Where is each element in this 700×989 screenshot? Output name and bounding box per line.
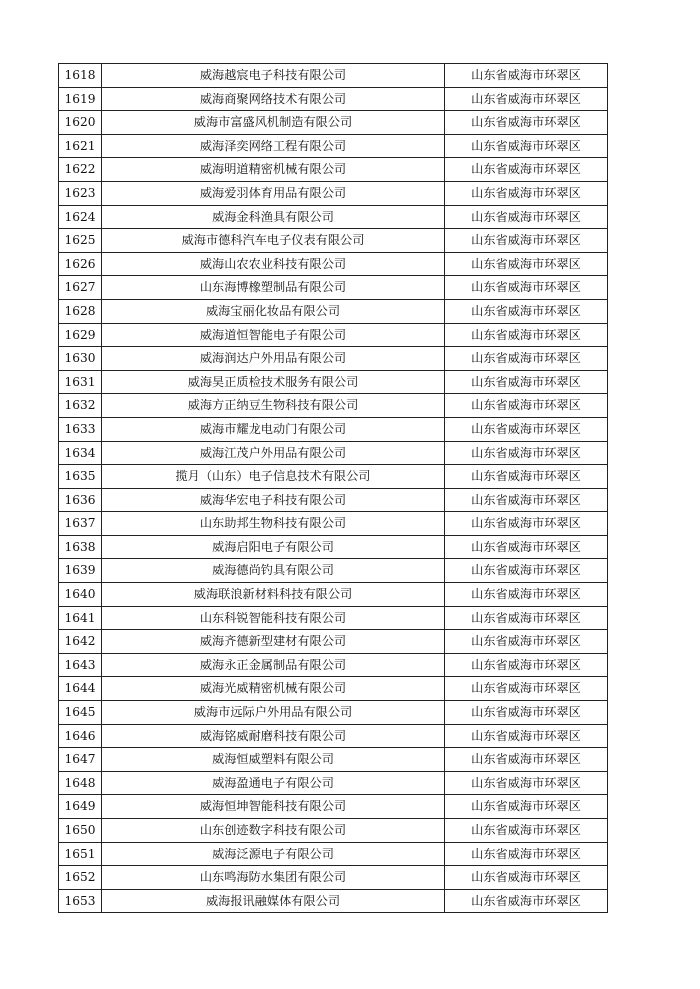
- company-region: 山东省威海市环翠区: [445, 417, 608, 441]
- company-region: 山东省威海市环翠区: [445, 276, 608, 300]
- company-name: 威海市德科汽车电子仪表有限公司: [102, 229, 445, 253]
- table-row: [59, 819, 608, 843]
- company-region: 山东省威海市环翠区: [445, 181, 608, 205]
- row-number: 1637: [59, 512, 102, 536]
- row-number: 1619: [59, 87, 102, 111]
- table-row: [59, 394, 608, 418]
- company-region: 山东省威海市环翠区: [445, 299, 608, 323]
- company-name: 威海明道精密机械有限公司: [102, 158, 445, 182]
- company-region: 山东省威海市环翠区: [445, 64, 608, 88]
- row-number: 1623: [59, 181, 102, 205]
- row-number: 1627: [59, 276, 102, 300]
- company-region: 山东省威海市环翠区: [445, 347, 608, 371]
- company-region: 山东省威海市环翠区: [445, 205, 608, 229]
- table-row: [59, 252, 608, 276]
- company-name: 威海铭威耐磨科技有限公司: [102, 724, 445, 748]
- table-row: [59, 134, 608, 158]
- table-row: [59, 323, 608, 347]
- table-row: [59, 701, 608, 725]
- row-number: 1646: [59, 724, 102, 748]
- table-row: [59, 653, 608, 677]
- table-row: [59, 748, 608, 772]
- row-number: 1625: [59, 229, 102, 253]
- company-region: 山东省威海市环翠区: [445, 559, 608, 583]
- table-row: [59, 229, 608, 253]
- row-number: 1644: [59, 677, 102, 701]
- table-row: [59, 87, 608, 111]
- company-name: 威海越宸电子科技有限公司: [102, 64, 445, 88]
- company-name: 威海泛源电子有限公司: [102, 842, 445, 866]
- company-region: 山东省威海市环翠区: [445, 724, 608, 748]
- company-name: 威海报讯融媒体有限公司: [102, 889, 445, 913]
- company-name: 威海道恒智能电子有限公司: [102, 323, 445, 347]
- table-row: [59, 488, 608, 512]
- row-number: 1622: [59, 158, 102, 182]
- company-region: 山东省威海市环翠区: [445, 111, 608, 135]
- company-region: 山东省威海市环翠区: [445, 653, 608, 677]
- company-name: 威海金科渔具有限公司: [102, 205, 445, 229]
- company-region: 山东省威海市环翠区: [445, 677, 608, 701]
- company-name: 威海宝丽化妆品有限公司: [102, 299, 445, 323]
- company-region: 山东省威海市环翠区: [445, 370, 608, 394]
- company-name: 威海泽奕网络工程有限公司: [102, 134, 445, 158]
- row-number: 1643: [59, 653, 102, 677]
- company-region: 山东省威海市环翠区: [445, 606, 608, 630]
- table-row: [59, 559, 608, 583]
- row-number: 1618: [59, 64, 102, 88]
- company-region: 山东省威海市环翠区: [445, 630, 608, 654]
- table-row: [59, 630, 608, 654]
- company-name: 威海市远际户外用品有限公司: [102, 701, 445, 725]
- company-region: 山东省威海市环翠区: [445, 134, 608, 158]
- table-row: [59, 842, 608, 866]
- company-name: 威海联浪新材料科技有限公司: [102, 583, 445, 607]
- row-number: 1629: [59, 323, 102, 347]
- company-name: 威海德尚钓具有限公司: [102, 559, 445, 583]
- table-row: [59, 370, 608, 394]
- row-number: 1639: [59, 559, 102, 583]
- table-row: [59, 677, 608, 701]
- company-name: 山东鸣海防水集团有限公司: [102, 866, 445, 890]
- table-row: [59, 111, 608, 135]
- row-number: 1653: [59, 889, 102, 913]
- company-region: 山东省威海市环翠区: [445, 819, 608, 843]
- table-row: [59, 889, 608, 913]
- row-number: 1630: [59, 347, 102, 371]
- row-number: 1647: [59, 748, 102, 772]
- row-number: 1645: [59, 701, 102, 725]
- company-name: 威海恒坤智能科技有限公司: [102, 795, 445, 819]
- company-list-table: [58, 63, 608, 913]
- row-number: 1648: [59, 771, 102, 795]
- company-region: 山东省威海市环翠区: [445, 465, 608, 489]
- row-number: 1628: [59, 299, 102, 323]
- company-name: 威海齐德新型建材有限公司: [102, 630, 445, 654]
- row-number: 1634: [59, 441, 102, 465]
- company-name: 威海市耀龙电动门有限公司: [102, 417, 445, 441]
- company-name: 威海市富盛风机制造有限公司: [102, 111, 445, 135]
- company-region: 山东省威海市环翠区: [445, 701, 608, 725]
- company-name: 威海江茂户外用品有限公司: [102, 441, 445, 465]
- company-name: 威海润达户外用品有限公司: [102, 347, 445, 371]
- table-row: [59, 866, 608, 890]
- table-row: [59, 417, 608, 441]
- company-region: 山东省威海市环翠区: [445, 842, 608, 866]
- company-name: 威海商聚网络技术有限公司: [102, 87, 445, 111]
- table-row: [59, 795, 608, 819]
- table-row: [59, 724, 608, 748]
- company-region: 山东省威海市环翠区: [445, 488, 608, 512]
- company-name: 威海盈通电子有限公司: [102, 771, 445, 795]
- row-number: 1640: [59, 583, 102, 607]
- table-row: [59, 181, 608, 205]
- table-row: [59, 64, 608, 88]
- company-region: 山东省威海市环翠区: [445, 441, 608, 465]
- company-name: 威海光威精密机械有限公司: [102, 677, 445, 701]
- company-region: 山东省威海市环翠区: [445, 866, 608, 890]
- table-body: [59, 64, 608, 913]
- table-row: [59, 771, 608, 795]
- company-name: 威海恒威塑料有限公司: [102, 748, 445, 772]
- company-region: 山东省威海市环翠区: [445, 323, 608, 347]
- company-region: 山东省威海市环翠区: [445, 795, 608, 819]
- row-number: 1626: [59, 252, 102, 276]
- table-row: [59, 276, 608, 300]
- company-name: 威海华宏电子科技有限公司: [102, 488, 445, 512]
- company-name: 威海爱羽体育用品有限公司: [102, 181, 445, 205]
- row-number: 1649: [59, 795, 102, 819]
- table-row: [59, 158, 608, 182]
- row-number: 1632: [59, 394, 102, 418]
- company-name: 山东创迹数字科技有限公司: [102, 819, 445, 843]
- row-number: 1624: [59, 205, 102, 229]
- company-region: 山东省威海市环翠区: [445, 748, 608, 772]
- row-number: 1638: [59, 535, 102, 559]
- row-number: 1620: [59, 111, 102, 135]
- company-name: 威海永正金属制品有限公司: [102, 653, 445, 677]
- company-name: 揽月（山东）电子信息技术有限公司: [102, 465, 445, 489]
- row-number: 1652: [59, 866, 102, 890]
- company-name: 威海启阳电子有限公司: [102, 535, 445, 559]
- row-number: 1621: [59, 134, 102, 158]
- table-row: [59, 535, 608, 559]
- company-region: 山东省威海市环翠区: [445, 771, 608, 795]
- table-row: [59, 347, 608, 371]
- table-row: [59, 205, 608, 229]
- company-region: 山东省威海市环翠区: [445, 87, 608, 111]
- company-region: 山东省威海市环翠区: [445, 158, 608, 182]
- company-name: 山东助邦生物科技有限公司: [102, 512, 445, 536]
- company-region: 山东省威海市环翠区: [445, 889, 608, 913]
- table-row: [59, 606, 608, 630]
- company-name: 山东海博橡塑制品有限公司: [102, 276, 445, 300]
- company-region: 山东省威海市环翠区: [445, 512, 608, 536]
- company-name: 威海昊正质检技术服务有限公司: [102, 370, 445, 394]
- table-row: [59, 441, 608, 465]
- company-region: 山东省威海市环翠区: [445, 394, 608, 418]
- table-row: [59, 583, 608, 607]
- row-number: 1651: [59, 842, 102, 866]
- row-number: 1650: [59, 819, 102, 843]
- row-number: 1641: [59, 606, 102, 630]
- row-number: 1631: [59, 370, 102, 394]
- company-name: 威海方正纳豆生物科技有限公司: [102, 394, 445, 418]
- company-name: 威海山农农业科技有限公司: [102, 252, 445, 276]
- table-row: [59, 299, 608, 323]
- row-number: 1635: [59, 465, 102, 489]
- row-number: 1636: [59, 488, 102, 512]
- table-row: [59, 512, 608, 536]
- table-row: [59, 465, 608, 489]
- company-name: 山东科锐智能科技有限公司: [102, 606, 445, 630]
- company-region: 山东省威海市环翠区: [445, 252, 608, 276]
- company-region: 山东省威海市环翠区: [445, 535, 608, 559]
- company-region: 山东省威海市环翠区: [445, 583, 608, 607]
- company-region: 山东省威海市环翠区: [445, 229, 608, 253]
- row-number: 1642: [59, 630, 102, 654]
- row-number: 1633: [59, 417, 102, 441]
